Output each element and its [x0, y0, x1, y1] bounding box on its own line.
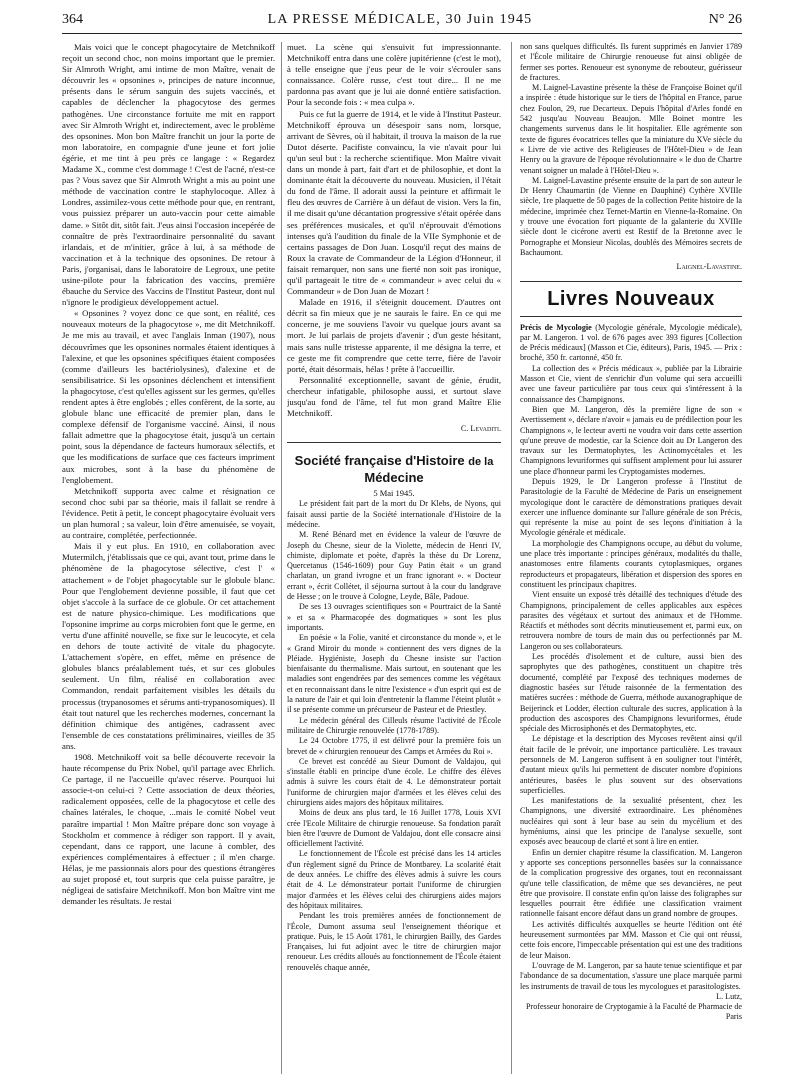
book-title: Précis de Mycologie [520, 322, 592, 332]
article-paragraph: Personnalité exceptionnelle, savant de génie, érudit, chercheur infatigable, philosophe aussi, et surtout slave jusqu'au fond de l'âme, tel fut mon grand Maître Elie Metchnikoff. [287, 374, 501, 419]
article-signature: C. Levaditi. [460, 424, 501, 434]
column-divider [511, 42, 512, 1074]
review-paragraph: Les activités difficultés auxquelles se heurte l'édition ont été heureusement surmontées par MM. Masson et Cie qui ont réussi, cette fois encore, l'impeccable présentation qui est une des traditions de leur Maison. [520, 919, 742, 960]
column-3 [520, 42, 742, 1074]
session-report-continuation [520, 42, 742, 273]
page-number: 364 [62, 12, 83, 27]
book-citation [520, 323, 742, 364]
section-title-connector: de la [468, 456, 494, 469]
journal-masthead [0, 12, 800, 28]
issue-date: 30 Juin 1945 [445, 12, 533, 27]
article-paragraph: Mais il y eut plus. En 1910, en collaboration avec Mutermilch, j'établissais que ce qui, avant tout, prime dans le phénomène de la phagocytose sélective, c'est l' « attachement » de l'objet phagocytable sur le globule blanc. Pour que l'englobement devienne possible, il faut que cet objet s'accole à la surface de ce globule. Or cet attachement est de nature physico-chimique. Les modifications que l'opsonine imprime au corps microbien font que le germe, en vertu d'une affinité nouvelle, se fixe sur le leucocyte, et cela en dehors de toute activité de vitale du phagocyte. L'attachement s'opère, en effet, même en présence de globules blancs préalablement tués, et sur ces globules seulement. Un film, réalisé en collaboration avec Commandon, rendait parfaitement visibles les détails du processus (trypanosomes et sérums anti-trypanosomiques). Il était tout naturel que les recherches modernes, concernant la définition chimique des antigènes, cadrassent avec l'ensemble de ces constatations préliminaires, vieilles de 35 ans. [62, 541, 275, 751]
book-info: (Mycologie générale, Mycologie médicale), par M. Langeron. 1 vol. de 676 pages avec 393 figures [Collection de Précis médicaux] (Masson et Cie, éditeurs), Paris, 1945. — Prix : broché, 350 fr. cartonné, 450 fr. [520, 322, 742, 363]
livres-nouveaux-header [520, 281, 742, 317]
column-1-article-continuation [62, 42, 275, 1074]
section-title-livres-nouveaux: Livres Nouveaux [547, 287, 715, 310]
report-paragraph: Le médecin général des Cilleuls résume l'activité de l'École militaire de Chirurgie renouvelée (1778-1789). [287, 715, 501, 735]
section-separator [287, 442, 501, 443]
journal-title: LA PRESSE MÉDICALE, [267, 12, 441, 27]
report-paragraph: Le 24 Octobre 1775, il est délivré pour la première fois un brevet de « chirurgien renoueur des Camps et Armées du Roi ». [287, 736, 501, 756]
report-paragraph: Le fonctionnement de l'École est précisé dans les 14 articles d'un règlement signé du Prince de Montbarey. La scolarité était de deux années. Le chiffre des élèves admis à suivre les cours était de 4. Le démonstrateur portait l'uniforme de chirurgien major d'armées et les élèves celui des chirurgiens aides majors des hôpitaux militaires. [287, 849, 501, 910]
review-paragraph: Vient ensuite un exposé très détaillé des techniques d'étude des Champignons, principalement de celles applicables aux espèces parasites des végétaux et surtout des animaux et de l'Homme. Réactifs et méthodes sont décrits minutieusement et, parmi eux, on retrouvera nombre de tours de main dus ou perfectionnés par M. Langeron ou ses collaborateurs. [520, 590, 742, 651]
article-paragraph: Mais voici que le concept phagocytaire de Metchnikoff reçoit un second choc, non moins important que le premier. Sir Almroth Wright, ami intime de mon Maître, venait de découvrir les « opsonines », principes de nature inconnue, présents dans le sérum sanguin des sujets vaccinés, et capables de déclencher la phagocytose des germes pathogènes. Une circonstance fortuite me mit en rapport avec Sir Almroth Wright et, indirectement, avec le problème des opsonines. Mon bon Maître franchit un jour la porte de mon laboratoire, en compagnie d'une jeune et fort jolie égérie, et me tint à peu près ce langage : « Regardez Madame X., comme c'est dommage ! C'est de l'acné, n'est-ce pas ? Vous savez que Sir Almroth Wright a mis au point une méthode de vaccination contre le staphylocoque. Allez à Londres, assimilez-vous cette méthode pour que, en rentrant, vous puissiez préparer un auto-vaccin pour cette aimable dame. » Sitôt dit, sitôt fait. J'eus ainsi l'occasion incepérée de connaître de près l'extraordinaire personnalité du savant irlandais, et de m'initier, grâce à lui, à sa méthode de vaccination et à la technique des opsonines. De retour à Paris, j'organisai, dans le laboratoire de Legroux, une petite usine-pilote pour la fabrication des vaccins, première ébauche du Service des Vaccins de l'Institut Pasteur, dont nul n'ignore le prodigieux développement actuel. [62, 42, 275, 308]
report-paragraph: Moins de deux ans plus tard, le 16 Juillet 1778, Louis XVI crée l'Ecole Militaire de chirurgie renoueuse. Sa fondation paraît bien être l'œuvre de Dumont de Valdajou, dont elle consacre ainsi officiellement l'activité. [287, 808, 501, 849]
report-paragraph: non sans quelques difficultés. Ils furent supprimés en Janvier 1789 et l'École militaire de Chirurgie renoueuse fut ainsi obligée de fermer ses portes. Renoueur est synonyme de rebouteur, guérisseur de fractures. [520, 42, 742, 82]
review-paragraph: Enfin un dernier chapitre résume la classification. M. Langeron y apporte ses conceptions personnelles basées sur la connaissance de la complication progressive des organes, tout en reconnaissant qu'une telle classification, de même que ses devancières, ne peut être que provisoire. Il constate enfin qu'on laisse des foligraphes sur lesquelles pourrait être édifiée une classification vraiment rationnelle faisant encore défaut dans un grand nombre de groupes. [520, 847, 742, 919]
session-report [287, 499, 501, 973]
article-paragraph: 1908. Metchnikoff voit sa belle découverte recevoir la haute récompense du Prix Nobel, qu'il partage avec Ehrlich. Ce partage, il ne l'accueille qu'avec réserve. Pourquoi lui associe-t-on celui-ci ? Cette association de deux théories, radicalement opposées, celle de la phagocytose et celle des chaînes latérales, le choque, ...mais le comité Nobel veut paraître impartial ! Mon Maître prépare donc son voyage à Stockholm et commence à rédiger son rapport. Il y avait, cependant, dans ce rapport, une lacune à combler, des expériences complémentaires à effectuer ; il m'en charge. Hélas, je me passionnais alors pour des questions étrangères au sujet proposé et, tout surpris que cela puisse paraître, je négligeai de satisfaire Metchnikoff. Mon bon Maître vint me demander les résultats. Je restai [62, 752, 275, 907]
article-paragraph: « Opsonines ? voyez donc ce que sont, en réalité, ces nouveaux moteurs de la phagocytose », me dit Metchnikoff. Je me mis au travail, et avec l'anglais Inman (1907), nous découvrîmes que les opsonines normales étaient identiques à l'alexine, et que les opsonines spécifiques étaient composées (comme d'ailleurs les bactériolysines), d'alexine et de sensibilisatrice. Si les opsonines déclenchent et intensifient la phagocytose, c'est qu'elles agissent sur les germes, qu'elles rendent aptes à être englobés ; elles confèrent, de la sorte, au globule blanc une efficacité de premier plan, dans le complexe défensif de l'organisme vacciné. Ainsi, il nous fallait admettre que la phagocytose était, jusqu'à un certain point, sous la dépendance de facteurs humoraux sélectifs, et que les modifications de surface que ces facteurs impriment aux microbes, sont à la base du phénomène de l'englobement. [62, 308, 275, 485]
article-paragraph: Malade en 1916, il s'éteignit doucement. D'autres ont décrit sa fin mieux que je ne saurais le faire. En ce qui me concerne, je me souviens l'avoir vu quelque jours avant sa mort. Je lui parlais de projets d'avenir ; d'un geste hésitant, mais sans nulle tristesse apparente, il me désigna la terre, et ce geste me fit comprendre que cette terre, fière de l'avoir porté, était désormais, hélas ! prête à l'accueillir. [287, 297, 501, 374]
review-paragraph: La collection des « Précis médicaux », publiée par la Librairie Masson et Cie, vient de s'enrichir d'un volume qui sera accueilli avec une faveur particulière par tous ceux qui s'intéressent à la connaissance des Champignons. [520, 363, 742, 404]
section-title-societe-histoire [287, 453, 501, 486]
review-paragraph: Depuis 1929, le Dr Langeron professe à l'Institut de Parasitologie de la Faculté de Médecine de Paris un enseignement mycologique dont le caractère de démonstrations pratiques devait exercer une influence dominante sur l'allure générale de son Précis, qui représente la mise au point de ses leçons d'initiation à la Mycologie générale et médicale. [520, 476, 742, 538]
column-2 [287, 42, 501, 1074]
section-title-end: Médecine [364, 470, 424, 486]
report-paragraph: M. Laignel-Lavastine présente la thèse de Françoise Boinet qu'il a inspirée : étude historique sur le tiers de l'hôpital en France, parue chez Foulon, 29, rue Decarteux. Depuis l'hôpital d'Arles fondé en 542 jusqu'au Nouveau Beaujon. Mlle Boinet montre les changements survenus dans le lit hospitalier. Elle agrémente son texte de figures évocatrices telles que la miniature du XVe siècle du « Livre de vie active des Religieuses de l'Hôtel-Dieu » de Jean Henry ou la gravure de l'époque révolutionnaire « le duo de Chartre venant soigner un malade à l'Hôtel-Dieu ». [520, 83, 742, 175]
report-paragraph: M. René Bénard met en évidence la valeur de l'œuvre de Joseph du Chesne, sieur de la Violette, médecin de Henri IV, chimiste, diplomate et poète, d'après la thèse du Dr Lorenz, Quercetanus (1546-1609) pour Guy Patin était « un grand charlatan, un grand ivrogne et un franc ignorant ». « Docteur errant », écrit Collétet, il séjourna surtout à la cour du landgrave de Hesse ; on le trouve à Cologne, Leyde, Bâle, Padoue. [287, 530, 501, 602]
report-paragraph: Ce brevet est concédé au Sieur Dumont de Valdajou, qui s'installe établi en principe d'une école. Le chiffre des élèves admis à suivre les cours était de 4. Le démonstrateur portait l'uniforme de chirurgien major d'armées et les élèves celui des chirurgiens aides majors des hôpitaux militaires. [287, 756, 501, 807]
report-signature: Laignel-Lavastine. [676, 262, 742, 272]
article-paragraph: Puis ce fut la guerre de 1914, et le vide à l'Institut Pasteur. Metchnikoff éprouva un désespoir sans nom, lorsque, arrivant de Sèvres, où il habitait, il trouva la maison de la rue Dutot déserte. Pacifiste convaincu, la vie n'avait pour lui qu'un seul but : la recherche scientifique. Mon Maître vivait dans un monde à part, fait d'art et de philosophie, et dont la dominante était la découverte du nouveau. Musicien, il l'était du fond de l'âme. Il adorait aussi la peinture et affirmait le fleu des œuvres de Carrière à un défaut de vision. Vers la fin, il me disait qu'une décantation progressive s'était opérée dans ses préférences musicales, et qu'il n'éprouvait d'émotions intenses qu'à l'audition du finale de la VIIe Symphonie et de certains passages de Don Juan. Losqu'il reçut des mains de Roux la cravate de Commandeur de la Légion d'Honneur, il faisait remarquer, non sans une fierté non soit pas ironique, qu'il partageait le titre de « commandeur » avec celui du « Commandeur » de Don Juan de Mozart ! [287, 108, 501, 297]
article-paragraph: muet. La scène qui s'ensuivit fut impressionnante. Metchnikoff entra dans une colère jupitérienne (c'est le mot), à telle enseigne que j'eus peur de le voir s'écrouler sans connaissance. Colère russe, c'est tout dire... Il ne me pardonna pas avant que je lui aie donné entière satisfaction. Pour la seconde fois : « mea culpa ». [287, 42, 501, 108]
report-paragraph: En poésie « la Folie, vanité et circonstance du monde », et le « Grand Miroir du monde » contiennent des vers dignes de la Pléiade. Hygiéniste, Joseph du Chesne insiste sur l'action bienfaisante du thermalisme. Mais surtout, en soutenant que les maladies sont engendrées par des semences comme les végétaux et en reconnaissant dans le nitre l'existence « d'un esprit qui est de la nature de l'air et qui loin d'entretenir la flamme l'éteint plutôt » il se présente comme un précurseur de Pasteur et de Priestley. [287, 633, 501, 715]
header-rule [62, 33, 742, 34]
review-paragraph: Bien que M. Langeron, dès la première ligne de son « Avertissement », déclare n'avoir « jamais eu de prédilection pour les Champignons », le lecteur averti ne voudra voir dans cette assertion qu'une preuve de modestie, car la Science doit au Dr Langeron des travaux sur les Dermatophytes, les Actinomycétales et les Champignons levuriformes qui suffisent amplement pour lui assurer une place d'honneur parmi les Cryptogamistes modernes. [520, 404, 742, 476]
report-paragraph: Le président fait part de la mort du Dr Klebs, de Nyons, qui faisait aussi partie de la Société internationale d'Histoire de la médecine. [287, 499, 501, 529]
page-header [0, 12, 800, 32]
review-paragraph: Le dépistage et la description des Mycoses revêtent ainsi qu'il était facile de le prévoir, une importance particulière. Les travaux personnels de M. Langeron suffisent à en souligner tout l'intérêt, d'autant mieux qu'ils lui permettent de discuter nombre d'opinions antérieures, basées le plus souvent sur des observations superficielles. [520, 734, 742, 795]
report-paragraph: Pendant les trois premières années de fonctionnement de l'École, Dumont assuma seul l'enseignement théorique et pratique. Puis, le 15 Août 1781, le chirurgien Bailly, des Gardes Françaises, lui fut adjoint avec le titre de chirurgien major renoueur. Les crédits alloués au fonctionnement de l'École étaient renouvelés chaque année, [287, 911, 501, 972]
book-review [520, 323, 742, 1023]
session-date: 5 Mai 1945. [373, 488, 415, 499]
review-paragraph: Les procédés d'isolement et de culture, aussi bien des saprophytes que des pathogènes, constituent un chapitre très documenté, complété par l'exposé des techniques modernes de diagnostic basées sur l'étude raisonnée de la fermentation des matières sucrées : méthode de Guerra, méthode auxanographique de Beijerinck et Lodder, élection culturale des sucres, application à la production des ascospores des Champignons levuriformes, étude spéciale des Microsiphonés et des Dermatophytes, etc. [520, 652, 742, 734]
report-paragraph: M. Laignel-Lavastine présente ensuite de la part de son auteur le Dr Henry Chaumartin (de Vienne en Dauphiné) Cythère XVIIIe siècle, 1re plaquette de 50 pages de la collection Petite histoire de la médecine, imprimée chez Ternet-Martin en Vienne-la-Romaine. On y trouve une évocation fort piquante de la galanterie du XVIIIe siècle dont le cicérone averti est Restif de la Bretonne avec le Pornographe et Monsieur Nicolas, doublés des Mémoires secrets de Bachaumont. [520, 175, 742, 257]
review-signature: L. Lutz, [716, 991, 742, 1001]
column-divider [281, 42, 282, 1074]
issue-number: N° 26 [708, 12, 742, 27]
review-paragraph: Les manifestations de la sexualité présentent, chez les Champignons, une diversité extraordinaire. Les phénomènes nucléaires qui sont à leur base au sein du mycélium et des hyméniums, ainsi que les principe de l'analyse sexuelle, sont exposés avec beaucoup de clarté et sont à lire en entier. [520, 796, 742, 847]
review-paragraph: La morphologie des Champignons occupe, au début du volume, une place très importante : principes généraux, modalités du thalle, anastomoses entre filaments courants cytoplasmiques, organes reproducteurs et propagateurs, libération et dispersion des spores en constituent les principaux chapitres. [520, 538, 742, 589]
section-title-main: Société française d'Histoire [294, 453, 465, 469]
review-signature-role: Professeur honoraire de Cryptogamie à la Faculté de Pharmacie de Paris [526, 1002, 742, 1022]
article-paragraph: Metchnikoff supporta avec calme et résignation ce second choc subi par sa théorie, mais il fallait se rendre à l'évidence. Petit à petit, le concept phagocytaire évoluait vers un plan humoral ; sa valeur, loin d'être amenuisée, se voyait, au contraire, complétée, perfectionnée. [62, 485, 275, 541]
review-paragraph: L'ouvrage de M. Langeron, par sa haute tenue scientifique et par l'abondance de sa documentation, s'assure une place marquée parmi les instruments de travail de tous les mycologues et parasitologistes. [520, 960, 742, 991]
report-paragraph: De ses 13 ouvrages scientifiques son « Pourtraict de la Santé » et sa « Pharmacopée des dogmatiques » sont les plus importants. [287, 602, 501, 632]
